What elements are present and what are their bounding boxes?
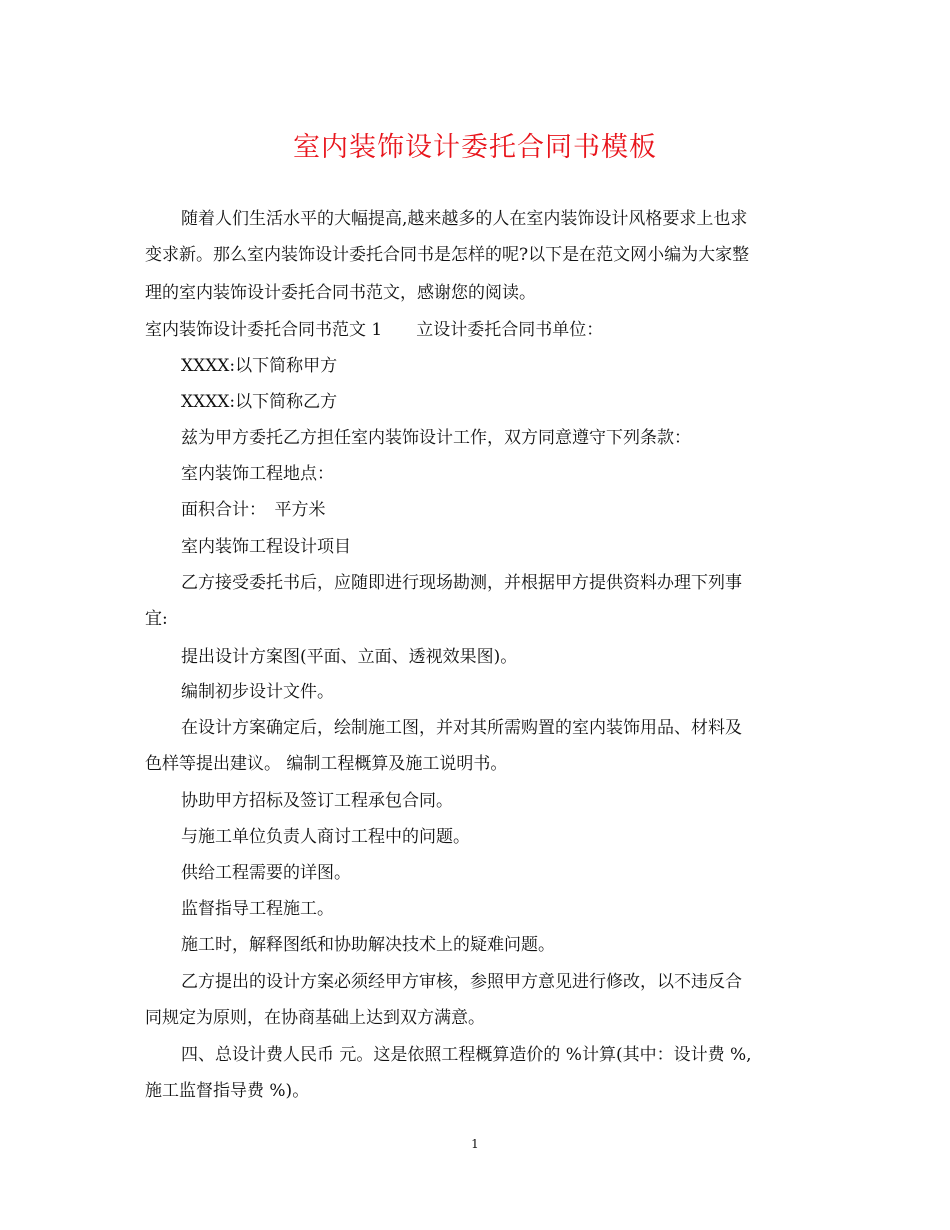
paragraph-line: XXXX:以下简称乙方 [181, 392, 338, 412]
paragraph-line: 室内装饰工程地点： [181, 464, 334, 484]
paragraph-line: 协助甲方招标及签订工程承包合同。 [181, 791, 453, 811]
paragraph-line: 室内装饰工程设计项目 [181, 537, 351, 557]
paragraph-line: 乙方提出的设计方案必须经甲方审核，参照甲方意见进行修改，以不违反合 [181, 972, 742, 992]
paragraph-line: 兹为甲方委托乙方担任室内装饰设计工作，双方同意遵守下列条款： [181, 428, 691, 448]
paragraph-line: 同规定为原则，在协商基础上达到双方满意。 [145, 1008, 485, 1028]
paragraph-line: 理的室内装饰设计委托合同书范文，感谢您的阅读。 [145, 283, 536, 303]
paragraph-line: 面积合计： 平方米 [181, 500, 326, 520]
paragraph-line: 随着人们生活水平的大幅提高,越来越多的人在室内装饰设计风格要求上也求 [181, 209, 748, 229]
paragraph-line: 宜: [145, 609, 168, 629]
paragraph-line: 编制初步设计文件。 [181, 682, 334, 702]
paragraph-line: 四、总设计费人民币 元。这是依照工程概算造价的 %计算(其中：设计费 %, [181, 1045, 752, 1065]
paragraph-line: 施工监督指导费 %)。 [145, 1081, 310, 1101]
paragraph-line: 供给工程需要的详图。 [181, 863, 351, 883]
paragraph-line: XXXX:以下简称甲方 [181, 356, 338, 376]
paragraph-line: 乙方接受委托书后，应随即进行现场勘测，并根据甲方提供资料办理下列事 [181, 573, 742, 593]
paragraph-line: 室内装饰设计委托合同书范文 1 立设计委托合同书单位： [145, 320, 604, 340]
paragraph-line: 提出设计方案图(平面、立面、透视效果图)。 [181, 647, 518, 667]
paragraph-line: 在设计方案确定后，绘制施工图，并对其所需购置的室内装饰用品、材料及 [181, 718, 742, 738]
paragraph-line: 监督指导工程施工。 [181, 899, 334, 919]
document-title: 室内装饰设计委托合同书模板 [293, 132, 657, 163]
paragraph-line: 施工时，解释图纸和协助解决技术上的疑难问题。 [181, 935, 555, 955]
paragraph-line: 变求新。那么室内装饰设计委托合同书是怎样的呢?以下是在范文网小编为大家整 [145, 245, 750, 265]
paragraph-line: 色样等提出建议。 编制工程概算及施工说明书。 [145, 754, 508, 774]
paragraph-line: 与施工单位负责人商讨工程中的问题。 [181, 827, 470, 847]
page-number: 1 [471, 1137, 479, 1151]
